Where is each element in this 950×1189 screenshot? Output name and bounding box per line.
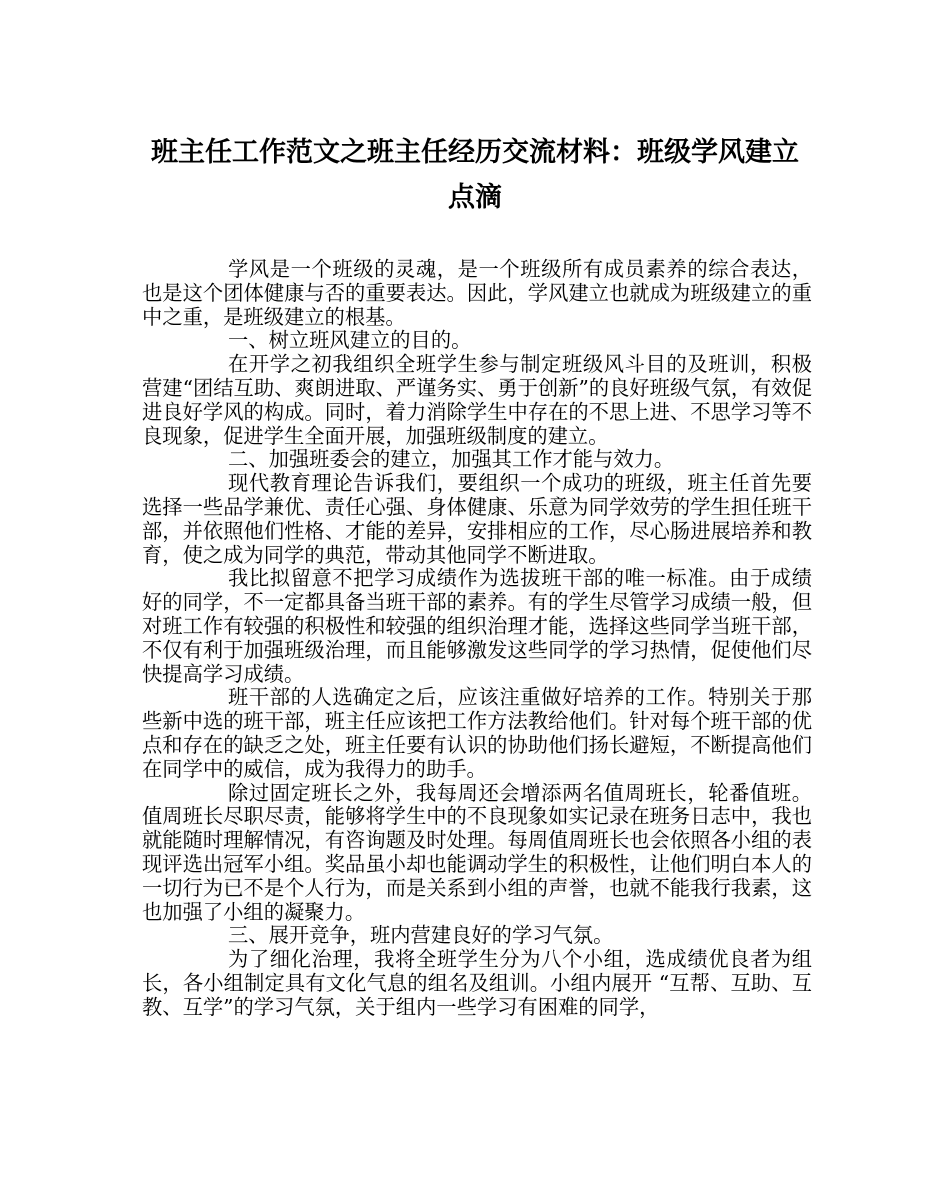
paragraph: 在开学之初我组织全班学生参与制定班级风斗目的及班训，积极营建“团结互助、爽朗进取、严谨务实、勇于创新”的良好班级气氛，有效促进良好学风的构成。同时，着力消除学生中存在的不思上进、不思学习等不良现象，促进学生全面开展，加强班级制度的建立。 xyxy=(142,352,812,448)
paragraph: 除过固定班长之外，我每周还会增添两名值周班长，轮番值班。值周班长尽职尽责，能够将学生中的不良现象如实记录在班务日志中，我也就能随时理解情况，有咨询题及时处理。每周值周班长也会依照各小组的表现评选出冠军小组。奖品虽小却也能调动学生的积极性，让他们明白本人的一切行为已不是个人行为，而是关系到小组的声誉，也就不能我行我素，这也加强了小组的凝聚力。 xyxy=(142,780,812,924)
paragraph: 我比拟留意不把学习成绩作为选拔班干部的唯一标准。由于成绩好的同学，不一定都具备当班干部的素养。有的学生尽管学习成绩一般，但对班工作有较强的积极性和较强的组织治理才能，选择这些同学当班干部，不仅有利于加强班级治理，而且能够激发这些同学的学习热情，促使他们尽快提高学习成绩。 xyxy=(142,566,812,686)
paragraph: 班干部的人选确定之后，应该注重做好培养的工作。特别关于那些新中选的班干部，班主任应该把工作方法教给他们。针对每个班干部的优点和存在的缺乏之处，班主任要有认识的协助他们扬长避短，不断提高他们在同学中的威信，成为我得力的助手。 xyxy=(142,685,812,781)
document-title: 班主任工作范文之班主任经历交流材料：班级学风建立点滴 xyxy=(151,137,799,213)
paragraph: 现代教育理论告诉我们，要组织一个成功的班级，班主任首先要选择一些品学兼优、责任心强、身体健康、乐意为同学效劳的学生担任班干部，并依照他们性格、才能的差异，安排相应的工作，尽心肠进展培养和教育，使之成为同学的典范，带动其他同学不断进取。 xyxy=(142,471,812,567)
document-body xyxy=(142,258,812,1020)
paragraph: 学风是一个班级的灵魂，是一个班级所有成员素养的综合表达，也是这个团体健康与否的重要表达。因此，学风建立也就成为班级建立的重中之重，是班级建立的根基。 xyxy=(142,257,812,329)
paragraph: 为了细化治理，我将全班学生分为八个小组，选成绩优良者为组长，各小组制定具有文化气息的组名及组训。小组内展开 “互帮、互助、互教、互学”的学习气氛，关于组内一些学习有困难的同学， xyxy=(142,947,812,1019)
section-heading: 一、树立班风建立的目的。 xyxy=(228,328,472,353)
section-heading: 三、展开竞争，班内营建良好的学习气氛。 xyxy=(228,923,614,948)
section-heading: 二、加强班委会的建立，加强其工作才能与效力。 xyxy=(228,447,675,472)
